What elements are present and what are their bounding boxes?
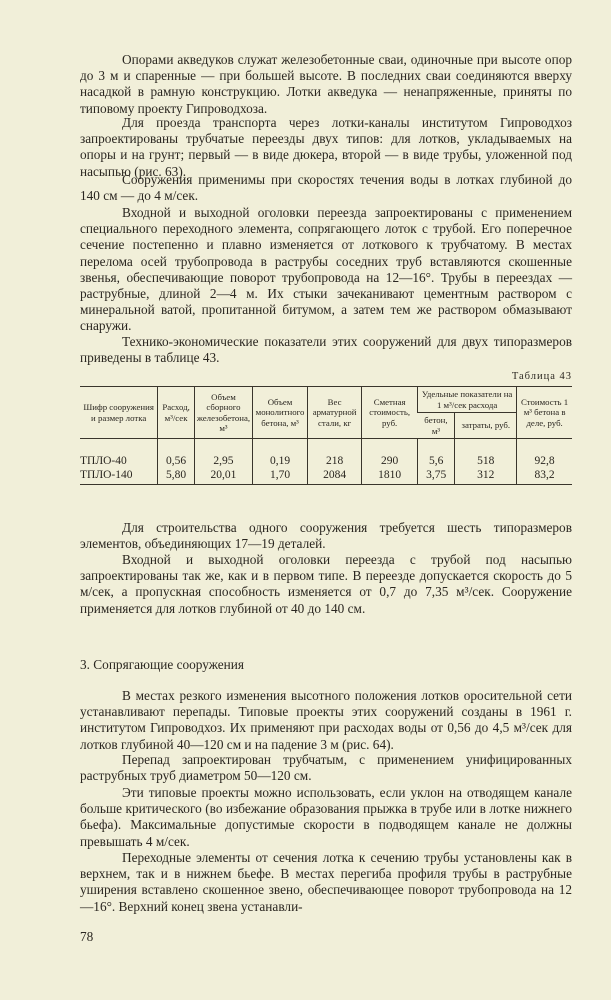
cell-rebar: 2084	[307, 469, 361, 485]
paragraph-transition-elements: Переходные элементы от сечения лотка к сечению трубы установлены как в верхнем, так и в нижнем бьефе. В местах перегиба профиля трубы в раструбные уширения вставлено скошенное звено, обеспечивающее поворот трубопровода на 12—16°. Верхний конец звена устанавли-	[80, 850, 572, 914]
table-row	[80, 469, 572, 485]
cell-expenses: 312	[455, 469, 517, 485]
cell-precast: 20,01	[194, 469, 252, 485]
cell-flow: 0,56	[158, 439, 195, 469]
paragraph-second-type: Входной и выходной оголовки переезда с трубой под насыпью запроектированы так же, как и в первом типе. В переезде допускается скорость до 5 м/сек, а пропускная способность изменяется от 0,7 до 7,35 м³/сек. Сооружение применяется для лотков глубиной от 40 до 140 см.	[80, 552, 572, 616]
cell-rebar: 218	[307, 439, 361, 469]
technical-economic-table	[80, 386, 572, 485]
header-unit-costs-group: Удельные показатели на 1 м³/сек расхода	[418, 387, 517, 413]
cell-cost: 290	[362, 439, 418, 469]
cell-monolithic: 1,70	[253, 469, 308, 485]
table-caption: Таблица 43	[511, 371, 572, 382]
header-monolithic-volume: Объем монолитного бетона, м³	[253, 387, 308, 439]
cell-flow: 5,80	[158, 469, 195, 485]
cell-code: ТПЛО-140	[80, 469, 158, 485]
cell-per-m3: 83,2	[517, 469, 572, 485]
cell-per-m3: 92,8	[517, 439, 572, 469]
paragraph-inlet-outlet: Входной и выходной оголовки переезда запроектированы с применением специального переходного элемента, сопрягающего лоток с трубой. Его поперечное сечение постепенно и плавно изменяется от лоткового к трубчатому. В местах перелома осей трубопровода в раструбы соседних труб вставляются скошенные звенья, обеспечивающие поворот трубопровода на 12—16°. Трубы в переездах — раструбные, длиной 2—4 м. Их стыки зачеканивают цементным раствором с минеральной ватой, пропитанной битумом, а затем тем же раствором обмазывают снаружи.	[80, 205, 572, 334]
table-row	[80, 439, 572, 469]
header-rebar-weight: Вес арматурной стали, кг	[307, 387, 361, 439]
cell-concrete: 3,75	[418, 469, 455, 485]
paragraph-aqueduct-supports: Опорами акведуков служат железобетонные сваи, одиночные при высоте опор до 3 м и спаренные — при большей высоте. В последних сваи соединяются вверху насадкой в рамную конструкцию. Лотки акведука — ненапряженные, приняты по типовому проекту Гипроводхоза.	[80, 52, 572, 116]
paragraph-drop-design: Перепад запроектирован трубчатым, с применением унифицированных раструбных труб диаметром 50—120 см.	[80, 752, 572, 784]
cell-cost: 1810	[362, 469, 418, 485]
section-heading: 3. Сопрягающие сооружения	[80, 657, 244, 672]
header-expenses: затраты, руб.	[455, 413, 517, 439]
cell-precast: 2,95	[194, 439, 252, 469]
cell-monolithic: 0,19	[253, 439, 308, 469]
page-number: 78	[80, 929, 94, 944]
cell-concrete: 5,6	[418, 439, 455, 469]
paragraph-pipe-crossings: Для проезда транспорта через лотки-каналы институтом Гипроводхоз запроектированы трубчатые переезды двух типов: для лотков, укладываемых на опоры и на грунт; первый — в виде дюкера, второй — в виде трубы, уложенной под насыпью (рис. 63).	[80, 115, 572, 179]
header-concrete: бетон, м³	[418, 413, 455, 439]
header-precast-volume: Объем сборного железобетона, м³	[194, 387, 252, 439]
header-code: Шифр сооружения и размер лотка	[80, 387, 158, 439]
cell-expenses: 518	[455, 439, 517, 469]
paragraph-drops: В местах резкого изменения высотного положения лотков оросительной сети устанавливают перепады. Типовые проекты этих сооружений созданы в 1961 г. институтом Гипроводхоз. Их применяют при расходах воды от 0,56 до 4,5 м³/сек для лотков глубиной 40—120 см и на падение 3 м (рис. 64).	[80, 688, 572, 752]
cell-code: ТПЛО-40	[80, 455, 127, 467]
paragraph-flow-velocity: Сооружения применимы при скоростях течения воды в лотках глубиной до 140 см — до 4 м/сек.	[80, 172, 572, 204]
paragraph-critical-slope: Эти типовые проекты можно использовать, если уклон на отводящем канале больше критического (во избежание образования прыжка в трубе или в лотке нижнего бьефа). Максимальные допустимые скорости в подводящем канале не должны превышать 4 м/сек.	[80, 785, 572, 849]
header-cost-per-m3: Стоимость 1 м³ бетона в деле, руб.	[517, 387, 572, 439]
header-estimated-cost: Сметная стоимость, руб.	[362, 387, 418, 439]
paragraph-element-sizes: Для строительства одного сооружения требуется шесть типоразмеров элементов, объединяющих 17—19 деталей.	[80, 520, 572, 552]
paragraph-table-intro: Технико-экономические показатели этих сооружений для двух типоразмеров приведены в таблице 43.	[80, 334, 572, 366]
header-flow: Расход, м³/сек	[158, 387, 195, 439]
